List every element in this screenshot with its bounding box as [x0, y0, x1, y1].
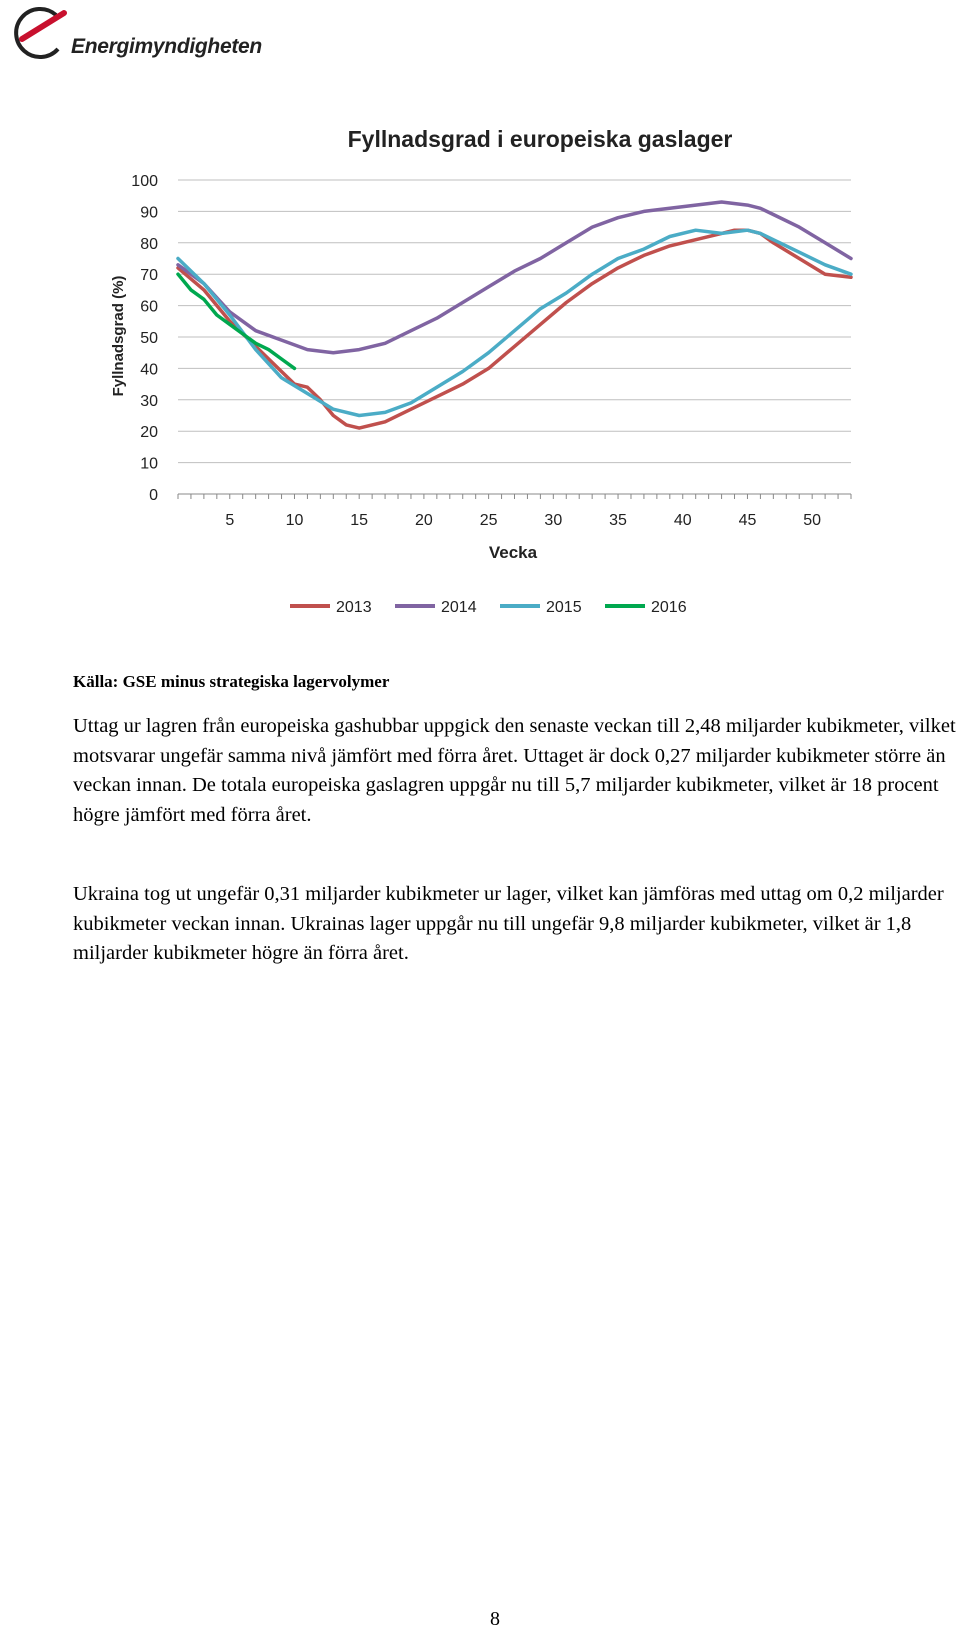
- x-tick-label: 30: [544, 512, 563, 529]
- y-tick-label: 70: [140, 267, 158, 285]
- x-tick-label: 40: [673, 512, 692, 529]
- x-tick-label: 45: [738, 512, 757, 529]
- x-tick-label: 25: [479, 512, 498, 529]
- y-axis-label: Fyllnadsgrad (%): [110, 275, 127, 397]
- x-tick-label: 20: [415, 512, 433, 529]
- x-tick-label: 50: [803, 512, 822, 529]
- series-line-2015: [178, 230, 851, 415]
- paragraph-2: Ukraina tog ut ungefär 0,31 miljarder kubikmeter ur lager, vilket kan jämföras med uttag om 0,2 miljarder kubikmeter veckan innan. Ukrainas lager uppgår nu till ungefär 9,8 miljarder kubikmeter, vilket är 1,8 miljarder kubikmeter högre än förra året.: [73, 883, 944, 964]
- y-tick-label: 50: [140, 330, 158, 347]
- x-tick-label: 5: [225, 512, 235, 529]
- legend-label: 2015: [546, 599, 582, 616]
- y-tick-label: 40: [140, 361, 158, 379]
- x-tick-label: 15: [350, 512, 369, 529]
- y-tick-label: 100: [131, 173, 158, 190]
- x-tick-label: 10: [285, 512, 304, 529]
- logo: [8, 5, 278, 65]
- y-tick-label: 60: [140, 298, 158, 316]
- page-number: 8: [490, 1608, 500, 1630]
- legend-label: 2016: [651, 599, 687, 616]
- chart: [0, 160, 960, 680]
- y-tick-label: 30: [140, 392, 158, 410]
- logo-icon: [8, 5, 68, 65]
- legend-label: 2014: [441, 599, 477, 616]
- x-axis-label: Vecka: [488, 543, 538, 562]
- paragraph-1: Uttag ur lagren från europeiska gashubbar uppgick den senaste veckan till 2,48 miljarder kubikmeter, vilket motsvarar ungefär samma nivå jämfört med förra året. Uttaget är dock 0,27 miljarder kubikmeter större än veckan innan. De totala europeiska gaslagren uppgår nu till 5,7 miljarder kubikmeter, vilket är 18 procent högre jämfört med förra året.: [73, 715, 956, 826]
- y-tick-label: 0: [149, 487, 158, 504]
- y-tick-label: 90: [140, 204, 158, 222]
- y-tick-label: 10: [140, 455, 158, 473]
- y-tick-label: 20: [140, 424, 158, 442]
- x-tick-label: 35: [609, 512, 627, 529]
- y-tick-label: 80: [140, 235, 158, 253]
- source-note: Källa: GSE minus strategiska lagervolymer: [73, 672, 390, 691]
- legend-label: 2013: [336, 599, 372, 616]
- chart-title: Fyllnadsgrad i europeiska gaslager: [347, 126, 733, 152]
- logo-text: Energimyndigheten: [71, 35, 262, 58]
